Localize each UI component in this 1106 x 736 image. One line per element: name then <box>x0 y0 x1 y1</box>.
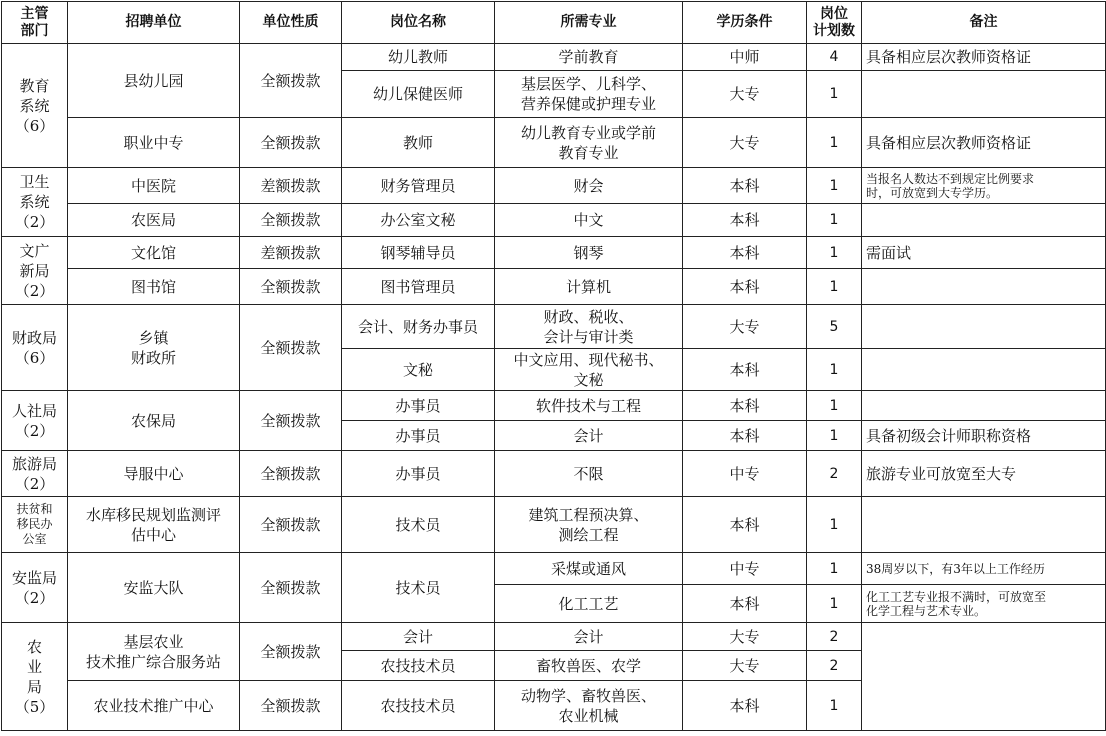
position-cell: 办事员 <box>342 391 495 421</box>
education-cell: 本科 <box>683 585 807 623</box>
position-cell: 教师 <box>342 118 495 168</box>
plan-cell: 1 <box>807 269 862 305</box>
remark-cell: 当报名人数达不到规定比例要求 时，可放宽到大专学历。 <box>862 168 1106 204</box>
position-cell: 会计 <box>342 623 495 651</box>
table-row <box>2 553 1106 585</box>
nature-cell: 全额拨款 <box>240 269 342 305</box>
position-cell: 钢琴辅导员 <box>342 237 495 269</box>
education-cell: 本科 <box>683 681 807 731</box>
position-cell: 财务管理员 <box>342 168 495 204</box>
unit-cell: 文化馆 <box>68 237 240 269</box>
education-cell: 本科 <box>683 421 807 451</box>
education-cell: 本科 <box>683 204 807 237</box>
header-position: 岗位名称 <box>342 2 495 44</box>
major-cell: 基层医学、儿科学、 营养保健或护理专业 <box>495 71 683 118</box>
remark-cell: 具备相应层次教师资格证 <box>862 118 1106 168</box>
nature-cell: 全额拨款 <box>240 553 342 623</box>
dept-cell: 文广 新局 （2） <box>2 237 68 305</box>
unit-cell: 导服中心 <box>68 451 240 497</box>
remark-cell: 需面试 <box>862 237 1106 269</box>
position-cell: 会计、财务办事员 <box>342 305 495 349</box>
plan-cell: 2 <box>807 451 862 497</box>
header-major: 所需专业 <box>495 2 683 44</box>
remark-cell: 具备初级会计师职称资格 <box>862 421 1106 451</box>
nature-cell: 全额拨款 <box>240 681 342 731</box>
major-cell: 学前教育 <box>495 44 683 71</box>
education-cell: 本科 <box>683 391 807 421</box>
dept-cell: 扶贫和 移民办 公室 <box>2 497 68 553</box>
dept-cell: 人社局 （2） <box>2 391 68 451</box>
plan-cell: 2 <box>807 651 862 681</box>
table-row <box>2 204 1106 237</box>
education-cell: 大专 <box>683 305 807 349</box>
education-cell: 本科 <box>683 349 807 391</box>
education-cell: 大专 <box>683 623 807 651</box>
table-row <box>2 451 1106 497</box>
plan-cell: 1 <box>807 421 862 451</box>
unit-cell: 中医院 <box>68 168 240 204</box>
plan-cell: 1 <box>807 118 862 168</box>
nature-cell: 全额拨款 <box>240 118 342 168</box>
plan-cell: 4 <box>807 44 862 71</box>
table-row <box>2 391 1106 421</box>
plan-cell: 2 <box>807 623 862 651</box>
major-cell: 计算机 <box>495 269 683 305</box>
header-unit: 招聘单位 <box>68 2 240 44</box>
unit-cell: 农业技术推广中心 <box>68 681 240 731</box>
unit-cell: 图书馆 <box>68 269 240 305</box>
unit-cell: 乡镇 财政所 <box>68 305 240 391</box>
education-cell: 大专 <box>683 118 807 168</box>
unit-cell: 农医局 <box>68 204 240 237</box>
remark-cell <box>862 305 1106 349</box>
remark-cell <box>862 269 1106 305</box>
education-cell: 大专 <box>683 71 807 118</box>
dept-cell: 教育 系统 （6） <box>2 44 68 168</box>
table-row <box>2 497 1106 553</box>
unit-cell: 农保局 <box>68 391 240 451</box>
major-cell: 会计 <box>495 421 683 451</box>
position-cell: 技术员 <box>342 553 495 623</box>
dept-cell: 财政局 （6） <box>2 305 68 391</box>
header-remark: 备注 <box>862 2 1106 44</box>
major-cell: 化工工艺 <box>495 585 683 623</box>
table-row <box>2 305 1106 349</box>
nature-cell: 全额拨款 <box>240 204 342 237</box>
position-cell: 农技技术员 <box>342 651 495 681</box>
position-cell: 幼儿教师 <box>342 44 495 71</box>
major-cell: 中文应用、现代秘书、 文秘 <box>495 349 683 391</box>
plan-cell: 1 <box>807 71 862 118</box>
plan-cell: 1 <box>807 349 862 391</box>
nature-cell: 全额拨款 <box>240 391 342 451</box>
table-row <box>2 269 1106 305</box>
remark-cell: 化工工艺专业报不满时，可放宽至 化学工程与艺术专业。 <box>862 585 1106 623</box>
major-cell: 不限 <box>495 451 683 497</box>
remark-cell <box>862 391 1106 421</box>
plan-cell: 1 <box>807 681 862 731</box>
education-cell: 本科 <box>683 168 807 204</box>
remark-cell: 38周岁以下，有3年以上工作经历 <box>862 553 1106 585</box>
education-cell: 本科 <box>683 497 807 553</box>
unit-cell: 水库移民规划监测评 估中心 <box>68 497 240 553</box>
header-nature: 单位性质 <box>240 2 342 44</box>
nature-cell: 差额拨款 <box>240 168 342 204</box>
major-cell: 会计 <box>495 623 683 651</box>
education-cell: 中师 <box>683 44 807 71</box>
header-dept: 主管 部门 <box>2 2 68 44</box>
education-cell: 本科 <box>683 269 807 305</box>
remark-cell <box>862 497 1106 553</box>
remark-cell: 具备相应层次教师资格证 <box>862 44 1106 71</box>
position-cell: 办事员 <box>342 451 495 497</box>
nature-cell: 全额拨款 <box>240 623 342 681</box>
plan-cell: 1 <box>807 168 862 204</box>
plan-cell: 1 <box>807 237 862 269</box>
position-cell: 幼儿保健医师 <box>342 71 495 118</box>
table-row <box>2 623 1106 651</box>
remark-cell: 旅游专业可放宽至大专 <box>862 451 1106 497</box>
major-cell: 畜牧兽医、农学 <box>495 651 683 681</box>
table-row <box>2 44 1106 71</box>
plan-cell: 1 <box>807 497 862 553</box>
dept-cell: 安监局 （2） <box>2 553 68 623</box>
remark-cell <box>862 623 1106 731</box>
unit-cell: 安监大队 <box>68 553 240 623</box>
nature-cell: 差额拨款 <box>240 237 342 269</box>
education-cell: 中专 <box>683 553 807 585</box>
major-cell: 建筑工程预决算、 测绘工程 <box>495 497 683 553</box>
dept-cell: 卫生 系统 （2） <box>2 168 68 237</box>
plan-cell: 1 <box>807 585 862 623</box>
dept-cell: 农 业 局 （5） <box>2 623 68 731</box>
plan-cell: 1 <box>807 553 862 585</box>
major-cell: 财会 <box>495 168 683 204</box>
table-row <box>2 237 1106 269</box>
nature-cell: 全额拨款 <box>240 305 342 391</box>
unit-cell: 县幼儿园 <box>68 44 240 118</box>
header-row <box>2 2 1106 44</box>
major-cell: 中文 <box>495 204 683 237</box>
nature-cell: 全额拨款 <box>240 44 342 118</box>
table-row <box>2 118 1106 168</box>
position-cell: 办事员 <box>342 421 495 451</box>
major-cell: 动物学、畜牧兽医、 农业机械 <box>495 681 683 731</box>
major-cell: 软件技术与工程 <box>495 391 683 421</box>
position-cell: 图书管理员 <box>342 269 495 305</box>
remark-cell <box>862 204 1106 237</box>
position-cell: 技术员 <box>342 497 495 553</box>
plan-cell: 5 <box>807 305 862 349</box>
position-cell: 文秘 <box>342 349 495 391</box>
plan-cell: 1 <box>807 204 862 237</box>
major-cell: 幼儿教育专业或学前 教育专业 <box>495 118 683 168</box>
position-cell: 农技技术员 <box>342 681 495 731</box>
position-cell: 办公室文秘 <box>342 204 495 237</box>
recruitment-table <box>1 1 1106 731</box>
unit-cell: 职业中专 <box>68 118 240 168</box>
table-row <box>2 168 1106 204</box>
major-cell: 采煤或通风 <box>495 553 683 585</box>
remark-cell <box>862 71 1106 118</box>
education-cell: 大专 <box>683 651 807 681</box>
nature-cell: 全额拨款 <box>240 451 342 497</box>
unit-cell: 基层农业 技术推广综合服务站 <box>68 623 240 681</box>
remark-cell <box>862 349 1106 391</box>
dept-cell: 旅游局 （2） <box>2 451 68 497</box>
plan-cell: 1 <box>807 391 862 421</box>
education-cell: 本科 <box>683 237 807 269</box>
major-cell: 钢琴 <box>495 237 683 269</box>
header-plan: 岗位 计划数 <box>807 2 862 44</box>
nature-cell: 全额拨款 <box>240 497 342 553</box>
header-education: 学历条件 <box>683 2 807 44</box>
education-cell: 中专 <box>683 451 807 497</box>
major-cell: 财政、税收、 会计与审计类 <box>495 305 683 349</box>
